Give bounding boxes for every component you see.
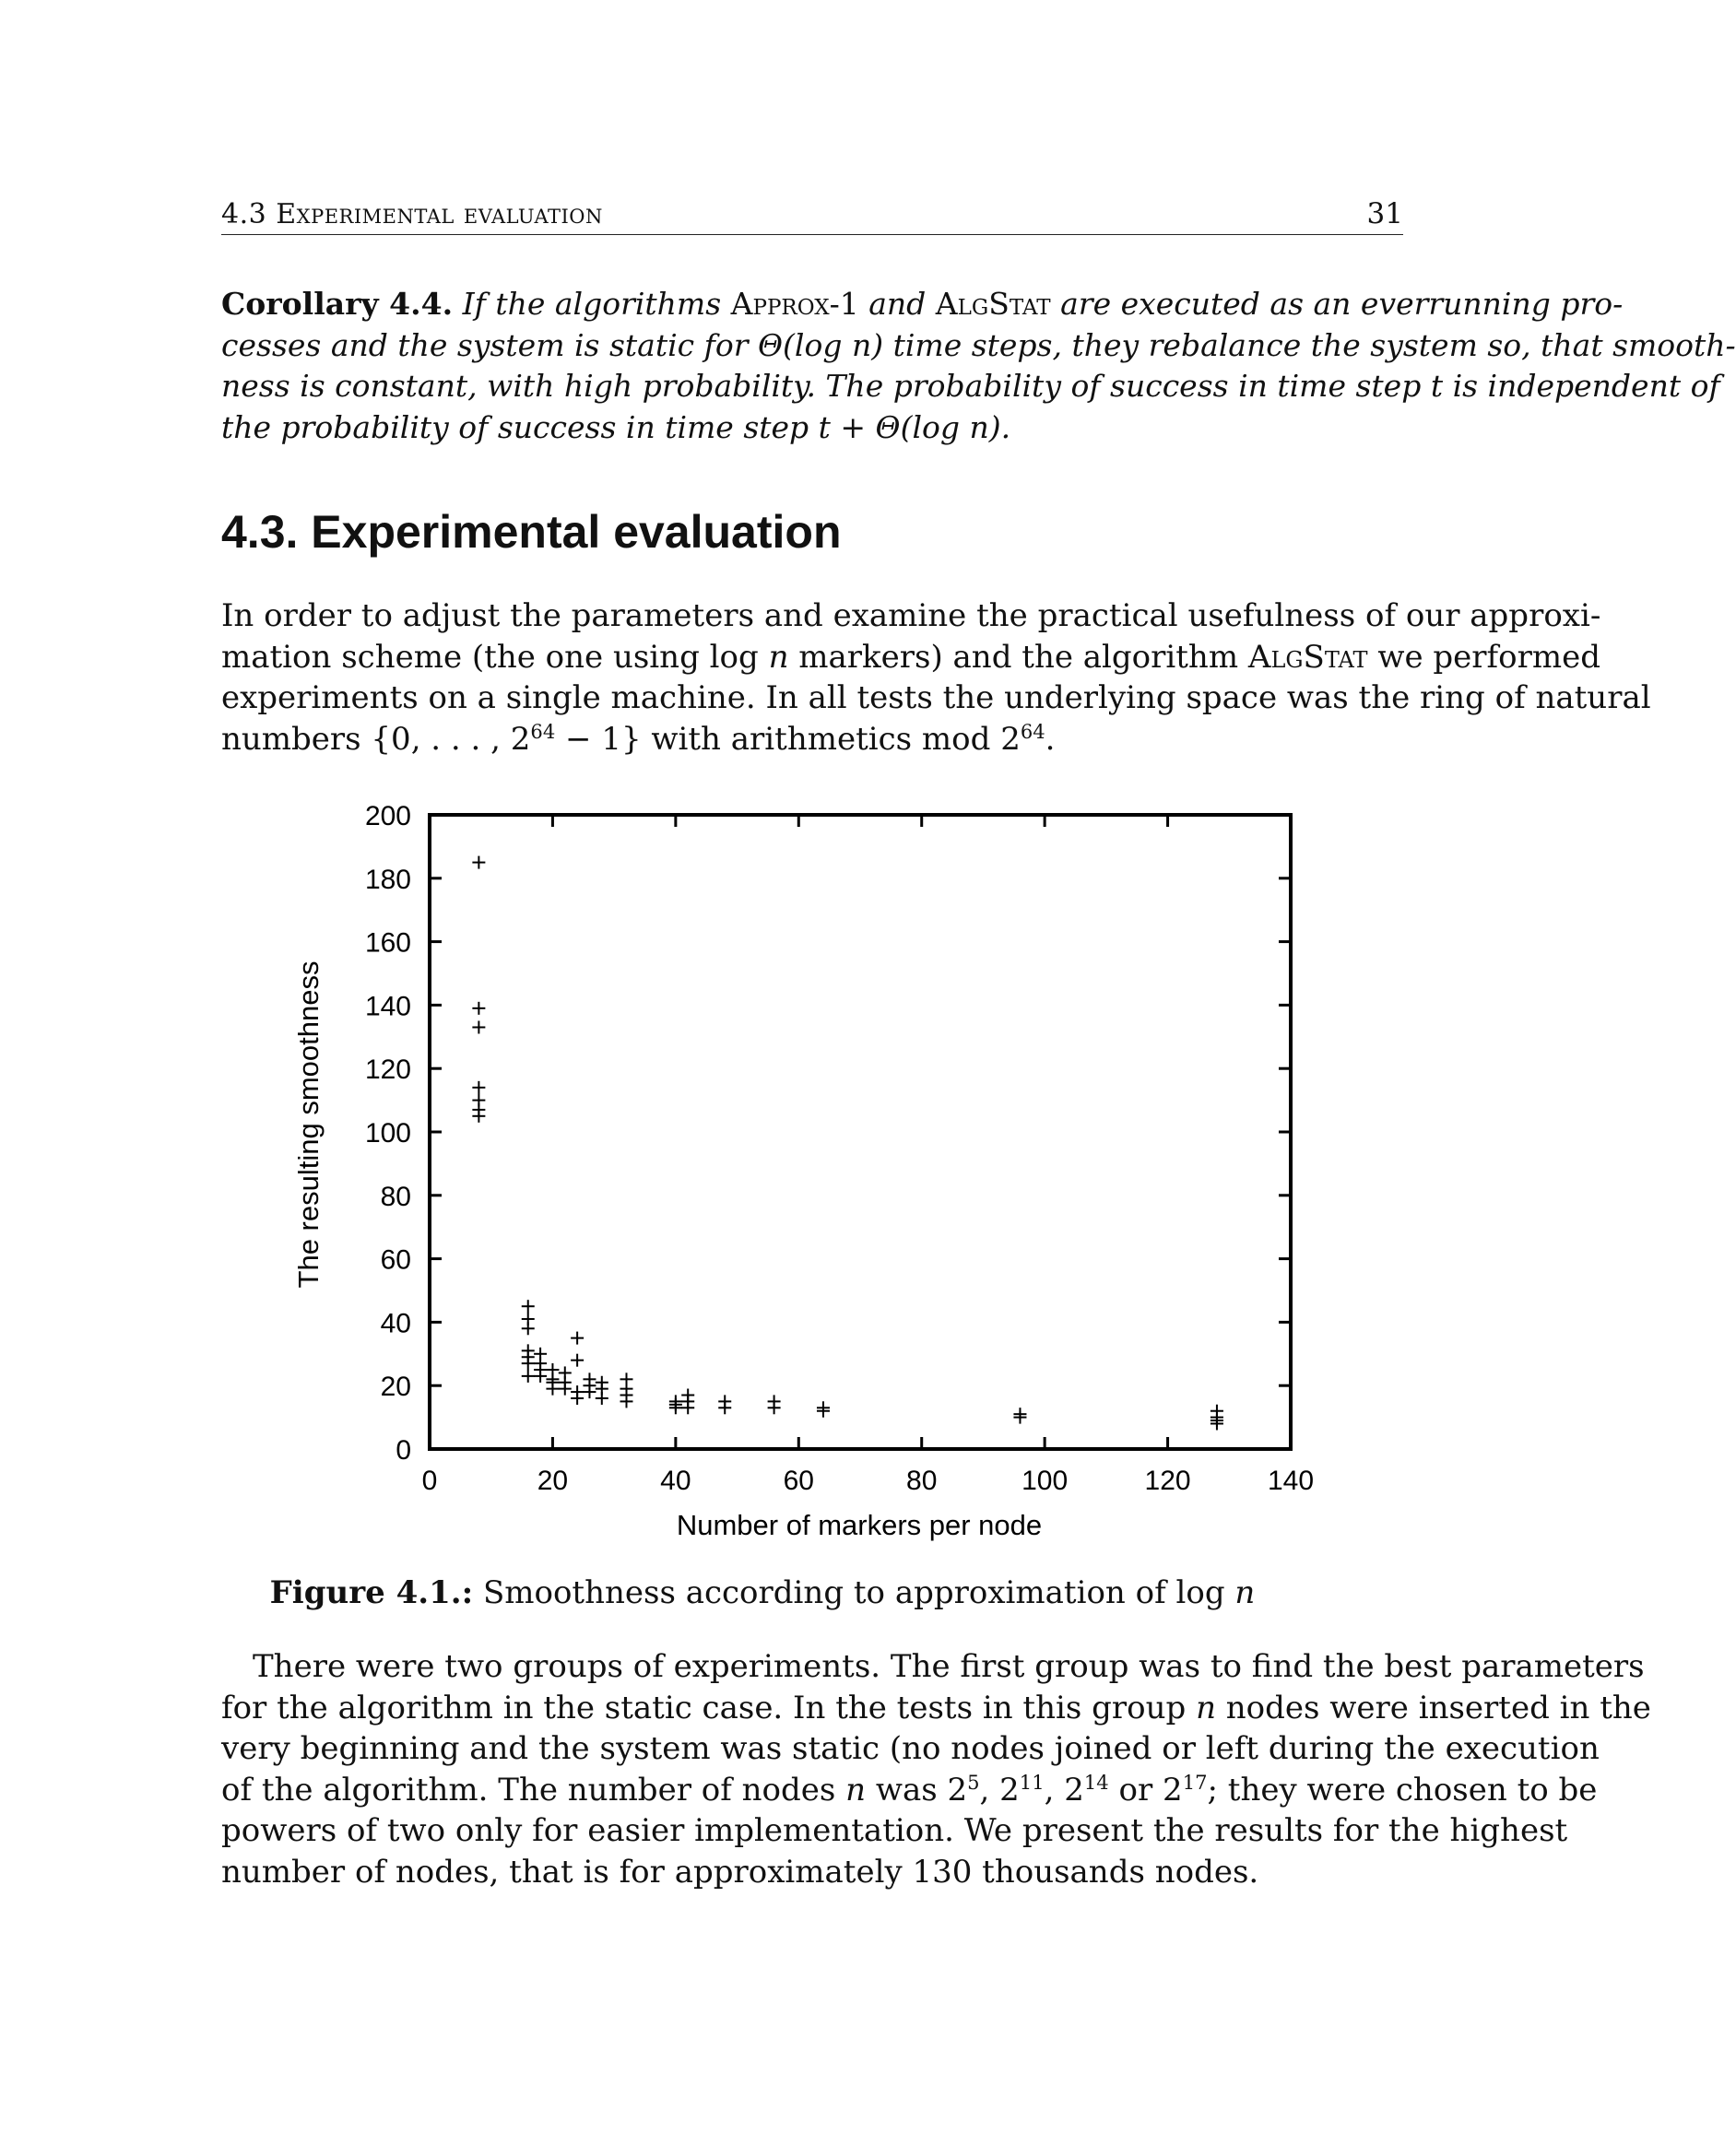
data-point <box>1210 1417 1223 1430</box>
data-point <box>681 1395 694 1408</box>
data-point <box>522 1322 535 1335</box>
data-point <box>534 1348 547 1361</box>
experiments-line-3: very beginning and the system was static (no nodes joined or left during the execution <box>221 1730 1600 1767</box>
data-point <box>718 1401 731 1414</box>
experiments-line-4: of the algorithm. The number of nodes n was $2^5$, $2^{11}$, $2^{14}$ or $2^{17}$; they were chosen to be <box>221 1770 1598 1808</box>
data-point <box>596 1383 608 1396</box>
data-point <box>571 1392 584 1405</box>
data-point <box>718 1395 731 1408</box>
data-point <box>472 856 485 869</box>
data-point <box>559 1383 572 1396</box>
data-point <box>669 1401 682 1414</box>
x-tick-label: 100 <box>1022 1466 1069 1496</box>
experiments-paragraph <box>221 1646 1651 1892</box>
experiments-line-2: for the algorithm in the static case. In the tests in this group n nodes were inserted in the <box>221 1689 1651 1726</box>
corollary-line-4: the probability of success in time step t + Θ(log n). <box>221 408 1011 445</box>
data-point <box>546 1373 559 1385</box>
y-tick-label: 100 <box>364 1118 411 1149</box>
experiments-line-6: number of nodes, that is for approximately 130 thousands nodes. <box>221 1853 1259 1891</box>
x-axis-label: Number of markers per node <box>676 1509 1043 1541</box>
data-point <box>472 1002 485 1015</box>
x-tick-label: 40 <box>660 1466 691 1496</box>
data-point <box>620 1373 632 1385</box>
y-tick-label: 120 <box>364 1054 411 1086</box>
data-point <box>522 1300 535 1313</box>
y-tick-label: 40 <box>380 1308 411 1339</box>
data-point <box>534 1357 547 1370</box>
data-point <box>817 1401 830 1414</box>
y-tick-label: 60 <box>380 1244 411 1276</box>
data-point <box>559 1376 572 1389</box>
intro-line-3: experiments on a single machine. In all tests the underlying space was the ring of natural <box>221 679 1651 716</box>
experiments-line-5: powers of two only for easier implementation. We present the results for the highest <box>221 1812 1568 1849</box>
data-point <box>620 1395 632 1408</box>
figure-label: Figure 4.1.: <box>269 1574 474 1611</box>
running-header-section: 4.3 Experimental evaluation <box>221 198 603 230</box>
data-point <box>546 1363 559 1376</box>
data-point <box>681 1389 694 1402</box>
data-point <box>768 1401 781 1414</box>
data-point <box>669 1395 682 1408</box>
intro-line-4: numbers {0, . . . , $2^{64} - 1$} with arithmetics mod $2^{64}$. <box>221 719 1056 758</box>
data-point <box>1210 1411 1223 1424</box>
data-point <box>596 1376 608 1389</box>
data-point <box>620 1383 632 1396</box>
corollary-paragraph <box>221 284 1736 448</box>
data-point <box>522 1350 535 1363</box>
data-point <box>1013 1408 1026 1420</box>
section-title: 4.3. Experimental evaluation <box>221 506 842 558</box>
intro-line-2: mation scheme (the one using log n markers) and the algorithm AlgStat we performed <box>221 638 1600 676</box>
data-point <box>472 1103 485 1116</box>
x-tick-label: 0 <box>421 1466 438 1496</box>
x-tick-label: 20 <box>537 1466 569 1496</box>
data-point <box>669 1398 682 1411</box>
y-tick-label: 80 <box>380 1181 411 1212</box>
data-point <box>571 1354 584 1367</box>
data-point <box>546 1383 559 1396</box>
data-point <box>1013 1411 1026 1424</box>
y-tick-label: 140 <box>364 991 411 1022</box>
y-axis-label: The resulting smoothness <box>292 960 325 1289</box>
data-point <box>559 1366 572 1379</box>
y-tick-label: 200 <box>364 801 411 831</box>
corollary-line-1: Corollary 4.4. If the algorithms Approx-1 and AlgStat are executed as an everrunning pro- <box>221 286 1624 322</box>
x-tick-label: 60 <box>783 1466 814 1496</box>
data-point <box>1210 1405 1223 1418</box>
data-point <box>472 1081 485 1094</box>
plot-border <box>430 815 1291 1449</box>
corollary-line-2: cesses and the system is static for Θ(log n) time steps, they rebalance the system so, that smooth- <box>221 326 1736 363</box>
corollary-label: Corollary 4.4. <box>221 286 454 322</box>
data-point <box>620 1389 632 1402</box>
intro-line-1: In order to adjust the parameters and examine the practical usefulness of our approxi- <box>221 597 1601 634</box>
data-point <box>472 1094 485 1107</box>
data-point <box>522 1357 535 1370</box>
page-number: 31 <box>1366 197 1403 230</box>
data-point <box>681 1401 694 1414</box>
data-point <box>768 1395 781 1408</box>
algorithm-name: Approx-1 <box>730 286 859 322</box>
y-tick-label: 160 <box>364 927 411 959</box>
algorithm-name: AlgStat <box>935 286 1051 322</box>
data-point <box>583 1385 596 1398</box>
data-point <box>534 1370 547 1383</box>
corollary-line-3: ness is constant, with high probability. The probability of success in time step t is independent of <box>221 368 1720 404</box>
running-header <box>221 194 1403 235</box>
data-point <box>571 1332 584 1345</box>
data-point <box>571 1385 584 1398</box>
data-point <box>522 1313 535 1325</box>
data-point <box>546 1376 559 1389</box>
data-point <box>522 1370 535 1383</box>
experiments-line-1: There were two groups of experiments. The first group was to find the best parameters <box>253 1648 1645 1685</box>
data-point <box>522 1344 535 1357</box>
y-tick-label: 0 <box>396 1435 411 1466</box>
intro-paragraph <box>221 595 1651 760</box>
data-point <box>817 1405 830 1418</box>
x-tick-label: 80 <box>906 1466 938 1496</box>
figure-caption: Figure 4.1.: Smoothness according to approximation of log n <box>269 1574 1256 1611</box>
data-point <box>583 1373 596 1385</box>
data-point <box>472 1020 485 1033</box>
algorithm-name: AlgStat <box>1247 638 1368 676</box>
x-tick-label: 140 <box>1267 1466 1315 1496</box>
data-point <box>583 1379 596 1392</box>
y-tick-label: 180 <box>364 864 411 895</box>
y-tick-label: 20 <box>380 1372 411 1403</box>
plot-frame <box>430 815 1291 1449</box>
axis-ticks <box>365 801 1314 1496</box>
data-point <box>1210 1414 1223 1427</box>
x-tick-label: 120 <box>1144 1466 1191 1496</box>
data-points <box>472 856 1223 1431</box>
data-point <box>472 1110 485 1123</box>
data-point <box>596 1392 608 1405</box>
data-point <box>534 1363 547 1376</box>
